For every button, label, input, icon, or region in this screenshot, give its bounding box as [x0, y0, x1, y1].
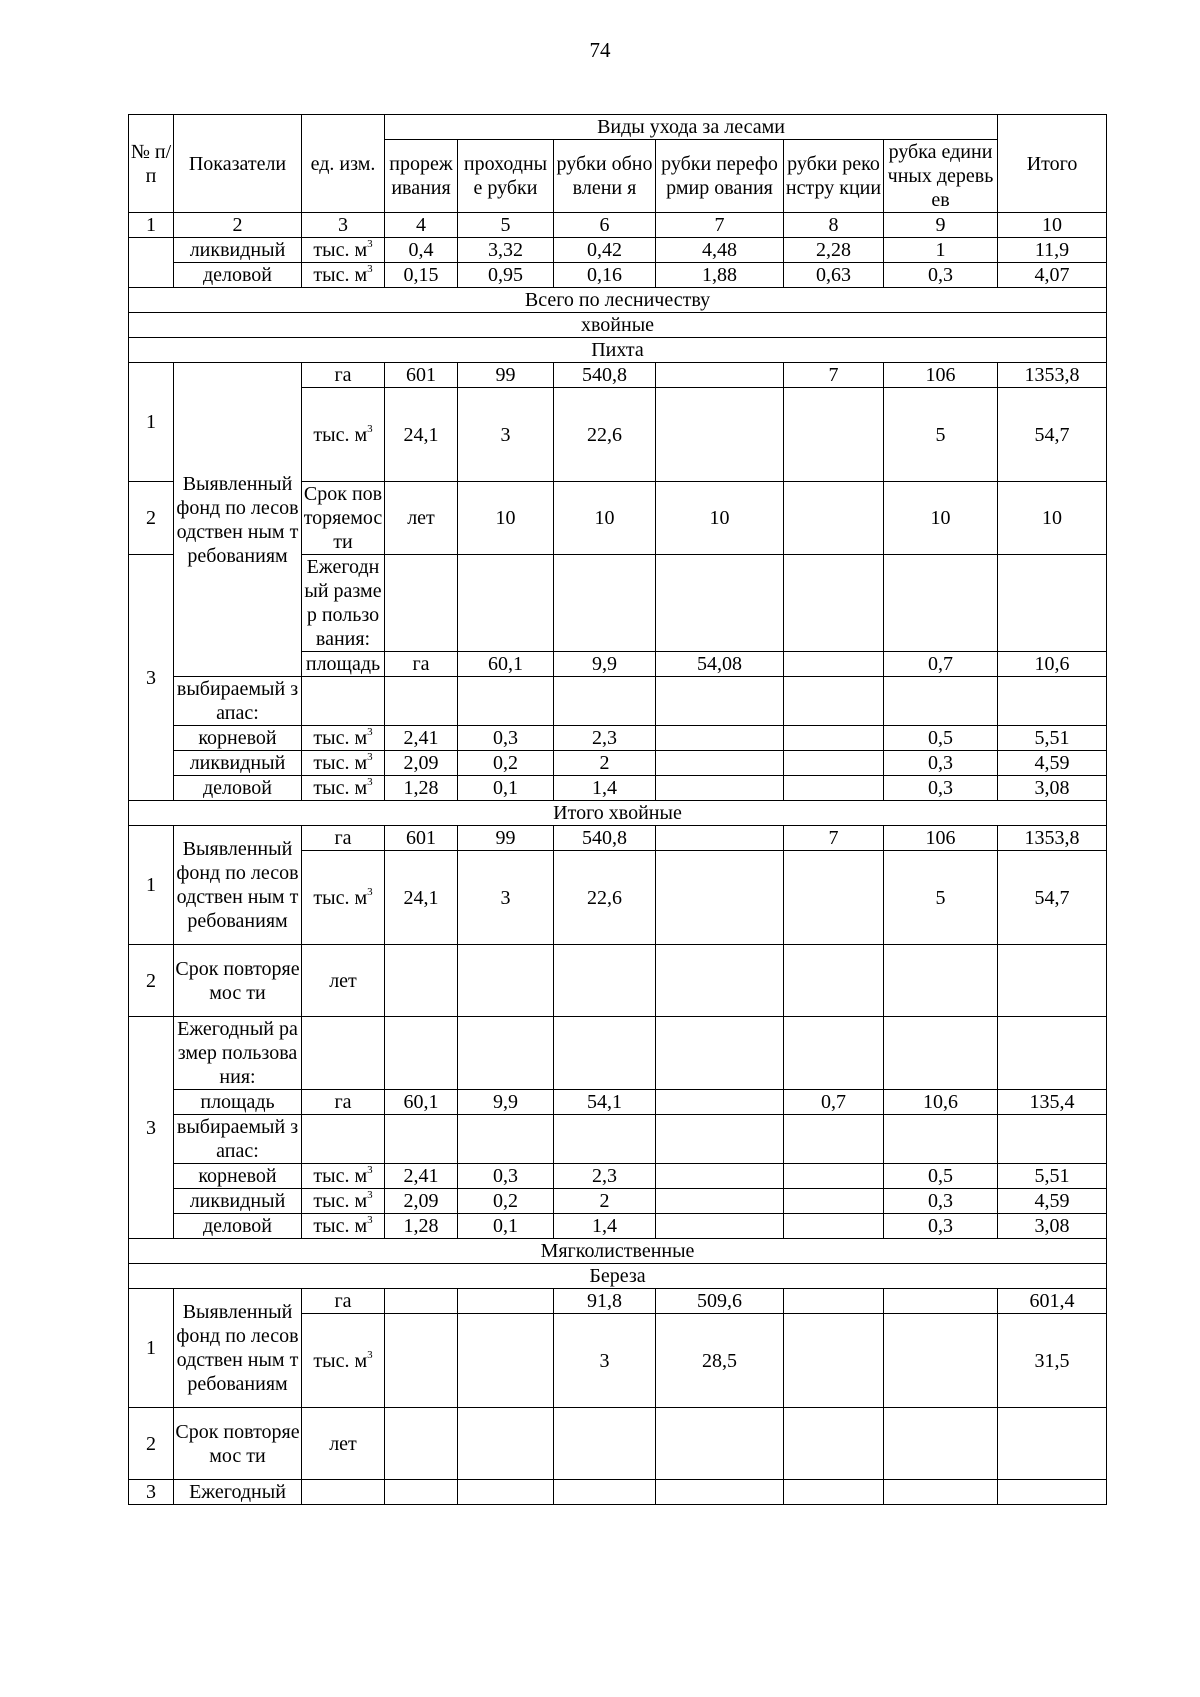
cell [656, 1115, 784, 1164]
cell: 3,32 [458, 238, 554, 263]
cell [784, 652, 884, 677]
cell [458, 945, 554, 1017]
cell [385, 1480, 458, 1505]
cell [458, 555, 554, 652]
cell: 0,3 [884, 1214, 998, 1239]
cell [656, 677, 784, 726]
cell: 10 [998, 482, 1107, 555]
row-label-fund: Выявленный фонд по лесоводствен ным требованиям [174, 363, 302, 677]
section-row [129, 801, 1107, 826]
row-unit [302, 1214, 385, 1239]
table-row [129, 776, 1107, 801]
cell [458, 1289, 554, 1314]
table-row [129, 945, 1107, 1017]
unit-text: тыс. м [313, 423, 368, 446]
row-label-stock: выбираемый запас: [174, 1115, 302, 1164]
cell: 601 [385, 826, 458, 851]
table-row [129, 1289, 1107, 1314]
section-birch: Береза [129, 1264, 1107, 1289]
cell [656, 726, 784, 751]
header-number: № п/п [129, 115, 174, 213]
cell [884, 1408, 998, 1480]
cell: 10 [884, 482, 998, 555]
cell [656, 1408, 784, 1480]
row-label: ликвидный [174, 1189, 302, 1214]
cell [458, 1408, 554, 1480]
cell: 10 [458, 482, 554, 555]
cell: 1,4 [554, 776, 656, 801]
cell [656, 1017, 784, 1090]
cell: 3 [458, 388, 554, 482]
cell: 10 [656, 482, 784, 555]
row-number: 3 [129, 555, 174, 801]
section-forestry-total: Всего по лесничеству [129, 288, 1107, 313]
cell: 1,28 [385, 1214, 458, 1239]
cell: 4,48 [656, 238, 784, 263]
cell [784, 677, 884, 726]
row-label: площадь [302, 652, 385, 677]
cell [884, 1289, 998, 1314]
cell: 0,3 [458, 726, 554, 751]
cell: 601,4 [998, 1289, 1107, 1314]
cell: 540,8 [554, 363, 656, 388]
cell [784, 1289, 884, 1314]
section-conifer: хвойные [129, 313, 1107, 338]
cell [784, 945, 884, 1017]
cell: 601 [385, 363, 458, 388]
row-number [129, 238, 174, 288]
section-row [129, 1264, 1107, 1289]
row-label-stock: выбираемый запас: [174, 677, 302, 726]
cell [656, 1090, 784, 1115]
row-unit: га [302, 826, 385, 851]
cell: 509,6 [656, 1289, 784, 1314]
unit-text: тыс. м [313, 727, 368, 749]
cell [554, 677, 656, 726]
cell: 10,6 [998, 652, 1107, 677]
cell: 54,7 [998, 851, 1107, 945]
row-label: деловой [174, 1214, 302, 1239]
unit-text: тыс. м [313, 886, 368, 909]
unit-text: тыс. м [313, 1165, 368, 1187]
col-num: 8 [784, 213, 884, 238]
cell [656, 1480, 784, 1505]
cell [385, 1408, 458, 1480]
cell [998, 1408, 1107, 1480]
cell: 10,6 [884, 1090, 998, 1115]
cell [458, 1480, 554, 1505]
unit-text: тыс. м [313, 239, 368, 261]
cell [884, 1017, 998, 1090]
col-num: 5 [458, 213, 554, 238]
cell [656, 363, 784, 388]
cell: 2,3 [554, 1164, 656, 1189]
unit-text: тыс. м [313, 752, 368, 774]
row-unit [302, 851, 385, 945]
unit-exponent: 3 [367, 1189, 373, 1202]
cell: 5,51 [998, 1164, 1107, 1189]
cell [784, 1017, 884, 1090]
cell: 5 [884, 851, 998, 945]
unit-exponent: 3 [367, 1164, 373, 1177]
row-unit [302, 1164, 385, 1189]
unit-exponent: 3 [367, 751, 373, 764]
cell: 10 [554, 482, 656, 555]
column-numbers-row [129, 213, 1107, 238]
row-label-period: Срок повторяемос ти [174, 1408, 302, 1480]
cell: 11,9 [998, 238, 1107, 263]
row-label-period: Срок повторяемос ти [302, 482, 385, 555]
cell [458, 1314, 554, 1408]
cell [784, 1314, 884, 1408]
header-unit: ед. изм. [302, 115, 385, 213]
table-row [129, 677, 1107, 726]
cell: 106 [884, 363, 998, 388]
cell: 3 [554, 1314, 656, 1408]
section-softwood: Мягколиственные [129, 1239, 1107, 1264]
unit-exponent: 3 [367, 885, 373, 898]
header-thinning: прореж ивания [385, 140, 458, 213]
cell [385, 1017, 458, 1090]
table-row [129, 238, 1107, 263]
section-row [129, 313, 1107, 338]
cell: 0,3 [884, 751, 998, 776]
row-label: деловой [174, 776, 302, 801]
row-number: 2 [129, 1408, 174, 1480]
cell [784, 1480, 884, 1505]
row-unit [302, 726, 385, 751]
cell: 54,1 [554, 1090, 656, 1115]
cell [998, 945, 1107, 1017]
cell: 0,16 [554, 263, 656, 288]
header-single-tree-cuts: рубка единичных деревьев [884, 140, 998, 213]
unit-exponent: 3 [367, 263, 373, 276]
cell [385, 1289, 458, 1314]
cell [458, 1115, 554, 1164]
row-number: 1 [129, 363, 174, 482]
cell: 106 [884, 826, 998, 851]
row-unit [302, 1115, 385, 1164]
col-num: 2 [174, 213, 302, 238]
row-label-annual: Ежегодный размер пользования: [302, 555, 385, 652]
cell [884, 677, 998, 726]
row-unit: лет [302, 1408, 385, 1480]
row-unit [302, 238, 385, 263]
table-row [129, 1115, 1107, 1164]
row-number: 2 [129, 945, 174, 1017]
table-row [129, 1090, 1107, 1115]
section-fir: Пихта [129, 338, 1107, 363]
row-number: 1 [129, 1289, 174, 1408]
cell: 4,07 [998, 263, 1107, 288]
row-unit [302, 677, 385, 726]
cell: 54,08 [656, 652, 784, 677]
cell: 7 [784, 363, 884, 388]
cell: 2,09 [385, 751, 458, 776]
row-unit: га [385, 652, 458, 677]
cell [656, 1164, 784, 1189]
cell [385, 1314, 458, 1408]
cell: 2,41 [385, 1164, 458, 1189]
cell [998, 555, 1107, 652]
cell [458, 677, 554, 726]
cell: 4,59 [998, 751, 1107, 776]
cell: 135,4 [998, 1090, 1107, 1115]
cell: 0,95 [458, 263, 554, 288]
cell: 24,1 [385, 388, 458, 482]
cell [784, 1189, 884, 1214]
cell [784, 1164, 884, 1189]
unit-text: тыс. м [313, 777, 368, 799]
row-label-annual: Ежегодный размер пользования: [174, 1017, 302, 1090]
unit-exponent: 3 [367, 726, 373, 739]
cell [784, 482, 884, 555]
cell: 0,4 [385, 238, 458, 263]
cell: 5,51 [998, 726, 1107, 751]
cell [884, 1115, 998, 1164]
header-care-types: Виды ухода за лесами [385, 115, 998, 140]
row-unit [302, 1017, 385, 1090]
section-row [129, 338, 1107, 363]
header-total: Итого [998, 115, 1107, 213]
cell [884, 945, 998, 1017]
section-row [129, 1239, 1107, 1264]
cell [784, 555, 884, 652]
cell: 22,6 [554, 388, 656, 482]
row-label: корневой [174, 1164, 302, 1189]
row-unit [302, 776, 385, 801]
cell: 0,7 [784, 1090, 884, 1115]
cell: 2 [554, 1189, 656, 1214]
row-number: 2 [129, 482, 174, 555]
row-label: Ежегодный [174, 1480, 302, 1505]
cell: 540,8 [554, 826, 656, 851]
cell: 2,3 [554, 726, 656, 751]
row-label-fund: Выявленный фонд по лесоводствен ным требованиям [174, 1289, 302, 1408]
cell: 99 [458, 363, 554, 388]
cell [656, 1189, 784, 1214]
cell: 2,09 [385, 1189, 458, 1214]
cell: 3,08 [998, 776, 1107, 801]
cell: 1,88 [656, 263, 784, 288]
header-renewal-cuts: рубки обновлени я [554, 140, 656, 213]
table-row [129, 1480, 1107, 1505]
cell: 0,5 [884, 726, 998, 751]
col-num: 4 [385, 213, 458, 238]
header-reconstruction-cuts: рубки реконстру кции [784, 140, 884, 213]
row-label-period: Срок повторяемос ти [174, 945, 302, 1017]
table-row [129, 826, 1107, 851]
row-unit [385, 555, 458, 652]
cell: 0,42 [554, 238, 656, 263]
unit-exponent: 3 [367, 238, 373, 251]
cell [998, 1480, 1107, 1505]
col-num: 7 [656, 213, 784, 238]
row-number: 3 [129, 1017, 174, 1239]
table-row [129, 363, 1107, 388]
cell [884, 1480, 998, 1505]
cell: 28,5 [656, 1314, 784, 1408]
col-num: 1 [129, 213, 174, 238]
cell [656, 945, 784, 1017]
cell [998, 1017, 1107, 1090]
cell [554, 1115, 656, 1164]
cell [385, 677, 458, 726]
table-row [129, 1408, 1107, 1480]
row-unit [302, 1480, 385, 1505]
row-unit [302, 1314, 385, 1408]
cell: 7 [784, 826, 884, 851]
row-unit: га [302, 363, 385, 388]
header-indicators: Показатели [174, 115, 302, 213]
cell [784, 1115, 884, 1164]
cell: 1,4 [554, 1214, 656, 1239]
row-label: деловой [174, 263, 302, 288]
cell [784, 851, 884, 945]
header-passing-cuts: проходны е рубки [458, 140, 554, 213]
row-label-fund: Выявленный фонд по лесоводствен ным требованиям [174, 826, 302, 945]
cell [884, 1314, 998, 1408]
cell: 0,63 [784, 263, 884, 288]
cell [554, 1017, 656, 1090]
unit-text: тыс. м [313, 264, 368, 286]
cell: 0,2 [458, 1189, 554, 1214]
section-row [129, 288, 1107, 313]
cell [458, 1017, 554, 1090]
page-number: 74 [589, 38, 611, 62]
table-row [129, 1017, 1107, 1090]
cell [784, 388, 884, 482]
cell: 3 [458, 851, 554, 945]
cell [656, 555, 784, 652]
cell [554, 945, 656, 1017]
cell: 4,59 [998, 1189, 1107, 1214]
unit-exponent: 3 [367, 422, 373, 435]
header-reform-cuts: рубки переформир ования [656, 140, 784, 213]
table-row [129, 1164, 1107, 1189]
unit-text: тыс. м [313, 1190, 368, 1212]
table-row [129, 1214, 1107, 1239]
cell [656, 1214, 784, 1239]
row-unit: лет [385, 482, 458, 555]
cell: 9,9 [458, 1090, 554, 1115]
row-unit: га [302, 1289, 385, 1314]
row-unit: га [302, 1090, 385, 1115]
cell: 31,5 [998, 1314, 1107, 1408]
cell: 0,1 [458, 1214, 554, 1239]
cell: 2 [554, 751, 656, 776]
cell: 60,1 [458, 652, 554, 677]
row-number: 3 [129, 1480, 174, 1505]
col-num: 3 [302, 213, 385, 238]
cell: 60,1 [385, 1090, 458, 1115]
cell: 0,3 [458, 1164, 554, 1189]
cell: 54,7 [998, 388, 1107, 482]
cell [656, 751, 784, 776]
cell: 9,9 [554, 652, 656, 677]
table-body [129, 115, 1107, 1505]
row-unit [302, 263, 385, 288]
cell: 0,3 [884, 776, 998, 801]
cell [784, 726, 884, 751]
cell: 0,5 [884, 1164, 998, 1189]
cell: 22,6 [554, 851, 656, 945]
cell: 0,3 [884, 263, 998, 288]
table-row [129, 751, 1107, 776]
cell: 0,2 [458, 751, 554, 776]
table-row [129, 726, 1107, 751]
row-unit [302, 751, 385, 776]
cell [656, 388, 784, 482]
unit-exponent: 3 [367, 776, 373, 789]
unit-text: тыс. м [313, 1349, 368, 1372]
cell [385, 1115, 458, 1164]
unit-exponent: 3 [367, 1214, 373, 1227]
cell [385, 945, 458, 1017]
cell [554, 1480, 656, 1505]
table-row [129, 263, 1107, 288]
col-num: 9 [884, 213, 998, 238]
cell: 91,8 [554, 1289, 656, 1314]
cell: 1,28 [385, 776, 458, 801]
unit-text: тыс. м [313, 1215, 368, 1237]
cell: 1353,8 [998, 826, 1107, 851]
cell: 0,3 [884, 1189, 998, 1214]
forest-care-table [128, 114, 1107, 1505]
row-label: ликвидный [174, 238, 302, 263]
cell [554, 555, 656, 652]
cell: 1 [884, 238, 998, 263]
header-row [129, 115, 1107, 140]
unit-exponent: 3 [367, 1348, 373, 1361]
cell: 0,15 [385, 263, 458, 288]
cell [784, 1408, 884, 1480]
row-label: ликвидный [174, 751, 302, 776]
row-label: площадь [174, 1090, 302, 1115]
row-label: корневой [174, 726, 302, 751]
cell [656, 851, 784, 945]
cell [554, 1408, 656, 1480]
cell [656, 776, 784, 801]
cell [998, 1115, 1107, 1164]
cell: 3,08 [998, 1214, 1107, 1239]
table-row [129, 1189, 1107, 1214]
col-num: 10 [998, 213, 1107, 238]
cell: 99 [458, 826, 554, 851]
cell [884, 555, 998, 652]
cell: 5 [884, 388, 998, 482]
cell: 0,1 [458, 776, 554, 801]
col-num: 6 [554, 213, 656, 238]
row-unit [302, 388, 385, 482]
row-number: 1 [129, 826, 174, 945]
row-unit [302, 1189, 385, 1214]
cell: 1353,8 [998, 363, 1107, 388]
cell [784, 1214, 884, 1239]
cell [998, 677, 1107, 726]
row-unit: лет [302, 945, 385, 1017]
cell: 2,28 [784, 238, 884, 263]
cell [784, 776, 884, 801]
cell: 2,41 [385, 726, 458, 751]
cell: 24,1 [385, 851, 458, 945]
cell [784, 751, 884, 776]
section-conifer-total: Итого хвойные [129, 801, 1107, 826]
cell: 0,7 [884, 652, 998, 677]
cell [656, 826, 784, 851]
